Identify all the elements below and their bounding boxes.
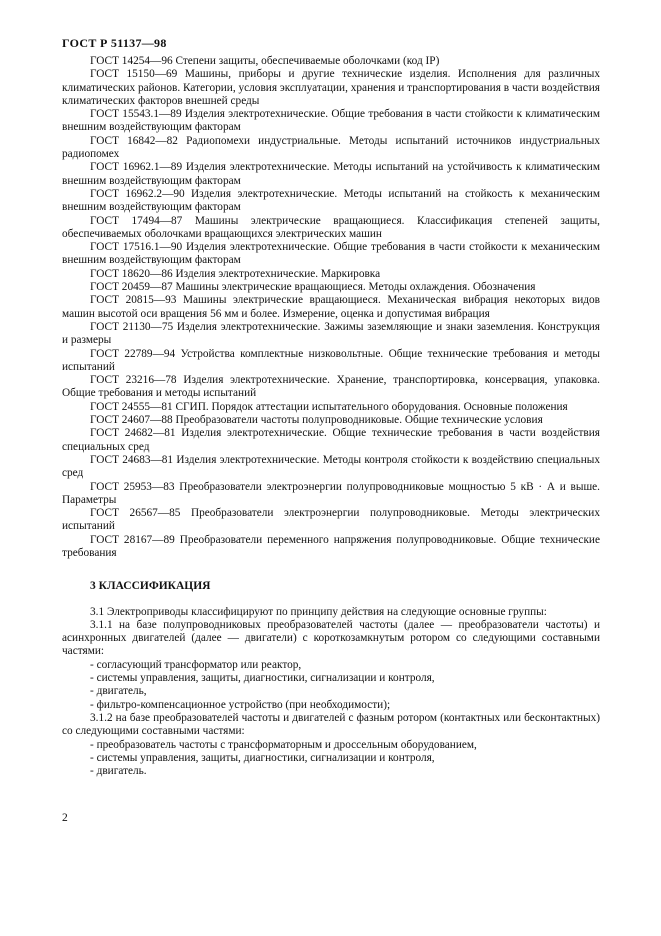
component-list-1	[62, 659, 600, 712]
list-item: - преобразователь частоты с трансформаторным и дроссельным оборудованием,	[90, 738, 477, 751]
reference-item: ГОСТ 20459—87 Машины электрические вращающиеся. Методы охлаждения. Обозначения	[90, 281, 536, 294]
reference-item: ГОСТ 24683—81 Изделия электротехнические. Методы контроля стойкости к воздействию специальных сред	[62, 453, 600, 480]
document-body	[62, 55, 600, 778]
reference-item: ГОСТ 25953—83 Преобразователи электроэнергии полупроводниковые мощностью 5 кВ · А и выше. Параметры	[62, 480, 600, 506]
reference-item: ГОСТ 24682—81 Изделия электротехнические. Общие технические требования в части воздействия специальных сред	[62, 427, 600, 453]
paragraph-3-1-2: 3.1.2 на базе преобразователей частоты и двигателей с фазным ротором (контактных или бесконтактных) со следующими составными частями:	[62, 711, 600, 738]
component-list-2	[62, 739, 600, 779]
reference-item: ГОСТ 21130—75 Изделия электротехнические. Зажимы заземляющие и знаки заземления. Конструкция и размеры	[62, 320, 600, 347]
reference-item: ГОСТ 14254—96 Степени защиты, обеспечиваемые оболочками (код IP)	[90, 55, 440, 67]
reference-item: ГОСТ 26567—85 Преобразователи электроэнергии полупроводниковые. Методы электрических испытаний	[62, 507, 600, 533]
section-classification	[62, 580, 600, 778]
reference-item: ГОСТ 23216—78 Изделия электротехнические. Хранение, транспортировка, консервация, упаковка. Общие требования и методы испытаний	[62, 374, 600, 400]
paragraph-3-1: 3.1 Электроприводы классифицируют по принципу действия на следующие основные группы:	[90, 605, 547, 618]
reference-item: ГОСТ 24607—88 Преобразователи частоты полупроводниковые. Общие технические условия	[90, 414, 543, 427]
reference-item: ГОСТ 16962.1—89 Изделия электротехнические. Методы испытаний на устойчивость к климатическим внешним воздействующим факторам	[62, 161, 600, 187]
document-header: ГОСТ Р 51137—98	[62, 36, 167, 50]
reference-list	[62, 55, 600, 560]
reference-item: ГОСТ 20815—93 Машины электрические вращающиеся. Механическая вибрация некоторых видов машин высотой оси вращения 56 мм и более. Измерение, оценка и допустимая вибрация	[62, 294, 600, 320]
reference-item: ГОСТ 15150—69 Машины, приборы и другие технические изделия. Исполнения для различных климатических районов. Категории, условия эксплуатации, хранения и транспортирования в части воздействия климатических факторов внешней среды	[62, 68, 600, 107]
page-number: 2	[62, 812, 68, 824]
reference-item: ГОСТ 28167—89 Преобразователи переменного напряжения полупроводниковые. Общие технические требования	[62, 533, 600, 559]
reference-item: ГОСТ 15543.1—89 Изделия электротехнические. Общие требования в части стойкости к климатическим внешним воздействующим факторам	[62, 108, 600, 134]
paragraph-3-1-1: 3.1.1 на базе полупроводниковых преобразователей частоты (далее — преобразователи частоты) и асинхронных двигателей (далее — двигатели) с короткозамкнутым ротором со следующими составными частями:	[62, 618, 600, 658]
list-item: - системы управления, защиты, диагностики, сигнализации и контроля,	[90, 751, 435, 764]
reference-item: ГОСТ 16962.2—90 Изделия электротехнические. Методы испытаний на стойкость к механическим внешним воздействующим факторам	[62, 187, 600, 214]
reference-item: ГОСТ 22789—94 Устройства комплектные низковольтные. Общие технические требования и методы испытаний	[62, 347, 600, 373]
section-title: 3 КЛАССИФИКАЦИЯ	[90, 580, 211, 593]
reference-item: ГОСТ 18620—86 Изделия электротехнические. Маркировка	[90, 267, 381, 280]
list-item: - фильтро-компенсационное устройство (при необходимости);	[90, 698, 391, 711]
list-item: - двигатель,	[90, 685, 147, 698]
list-item: - системы управления, защиты, диагностики, сигнализации и контроля,	[90, 672, 435, 685]
reference-item: ГОСТ 17516.1—90 Изделия электротехнические. Общие требования в части стойкости к механическим внешним воздействующим факторам	[62, 241, 600, 267]
list-item: - двигатель.	[90, 765, 147, 778]
reference-item: ГОСТ 17494—87 Машины электрические вращающиеся. Классификация степеней защиты, обеспечиваемых оболочками вращающихся электрических машин	[62, 214, 600, 240]
reference-item: ГОСТ 24555—81 СГИП. Порядок аттестации испытательного оборудования. Основные положения	[90, 400, 568, 413]
reference-item: ГОСТ 16842—82 Радиопомехи индустриальные. Методы испытаний источников индустриальных радиопомех	[62, 134, 600, 161]
list-item: - согласующий трансформатор или реактор,	[90, 658, 302, 671]
